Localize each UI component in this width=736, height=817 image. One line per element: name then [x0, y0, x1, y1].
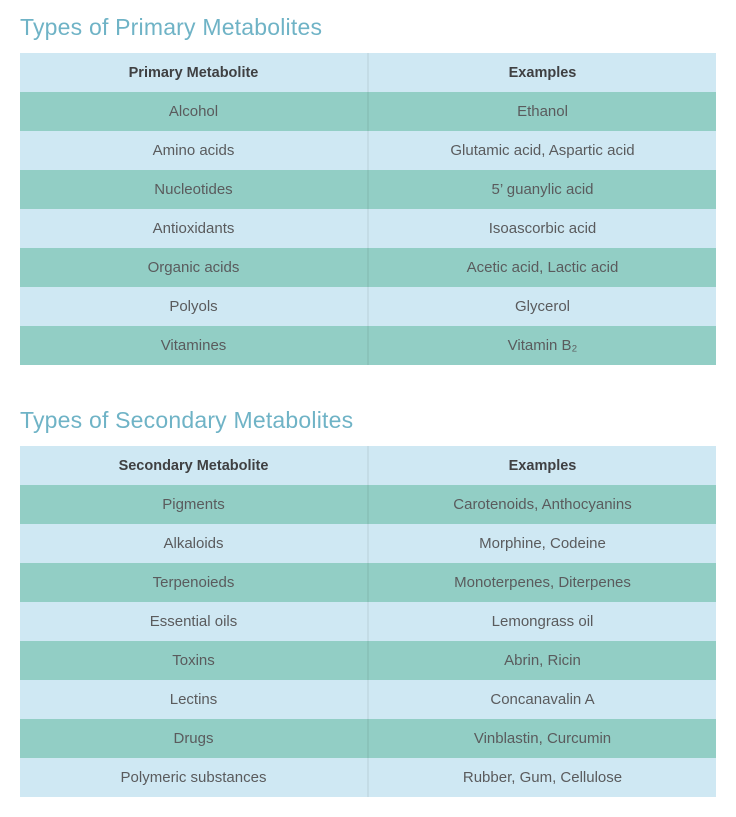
primary-metabolites-section — [20, 12, 716, 365]
metabolite-cell: Lectins — [20, 680, 368, 719]
table-row — [20, 287, 716, 326]
examples-cell: Rubber, Gum, Cellulose — [368, 758, 716, 797]
examples-cell: Vitamin B₂ — [368, 326, 716, 365]
metabolite-cell: Pigments — [20, 485, 368, 524]
metabolite-cell: Amino acids — [20, 131, 368, 170]
secondary-section-title: Types of Secondary Metabolites — [20, 407, 354, 433]
column-header-examples: Examples — [368, 53, 716, 92]
column-header-secondary-metabolite: Secondary Metabolite — [20, 446, 368, 485]
examples-cell: Concanavalin A — [368, 680, 716, 719]
column-header-primary-metabolite: Primary Metabolite — [20, 53, 368, 92]
table-row — [20, 209, 716, 248]
table-row — [20, 524, 716, 563]
primary-metabolites-table — [20, 53, 716, 365]
secondary-metabolites-section — [20, 405, 716, 797]
examples-cell: Glycerol — [368, 287, 716, 326]
table-row — [20, 131, 716, 170]
metabolite-cell: Terpenoieds — [20, 563, 368, 602]
metabolite-cell: Polyols — [20, 287, 368, 326]
examples-cell: Isoascorbic acid — [368, 209, 716, 248]
table-row — [20, 248, 716, 287]
table-header-row — [20, 53, 716, 92]
examples-cell: Acetic acid, Lactic acid — [368, 248, 716, 287]
examples-cell: Glutamic acid, Aspartic acid — [368, 131, 716, 170]
examples-cell: Monoterpenes, Diterpenes — [368, 563, 716, 602]
examples-cell: Ethanol — [368, 92, 716, 131]
table-row — [20, 326, 716, 365]
primary-section-title: Types of Primary Metabolites — [20, 14, 323, 40]
table-row — [20, 719, 716, 758]
table-row — [20, 602, 716, 641]
metabolite-cell: Antioxidants — [20, 209, 368, 248]
secondary-metabolites-table — [20, 446, 716, 797]
examples-cell: 5’ guanylic acid — [368, 170, 716, 209]
examples-cell: Carotenoids, Anthocyanins — [368, 485, 716, 524]
table-row — [20, 563, 716, 602]
table-row — [20, 485, 716, 524]
metabolite-cell: Alkaloids — [20, 524, 368, 563]
metabolite-cell: Nucleotides — [20, 170, 368, 209]
metabolite-cell: Alcohol — [20, 92, 368, 131]
column-header-examples: Examples — [368, 446, 716, 485]
table-row — [20, 92, 716, 131]
metabolite-cell: Organic acids — [20, 248, 368, 287]
examples-cell: Lemongrass oil — [368, 602, 716, 641]
metabolite-cell: Polymeric substances — [20, 758, 368, 797]
metabolite-cell: Essential oils — [20, 602, 368, 641]
examples-cell: Morphine, Codeine — [368, 524, 716, 563]
table-row — [20, 680, 716, 719]
metabolite-cell: Toxins — [20, 641, 368, 680]
table-header-row — [20, 446, 716, 485]
metabolite-cell: Drugs — [20, 719, 368, 758]
examples-cell: Vinblastin, Curcumin — [368, 719, 716, 758]
table-row — [20, 758, 716, 797]
table-row — [20, 170, 716, 209]
metabolite-cell: Vitamines — [20, 326, 368, 365]
table-row — [20, 641, 716, 680]
examples-cell: Abrin, Ricin — [368, 641, 716, 680]
